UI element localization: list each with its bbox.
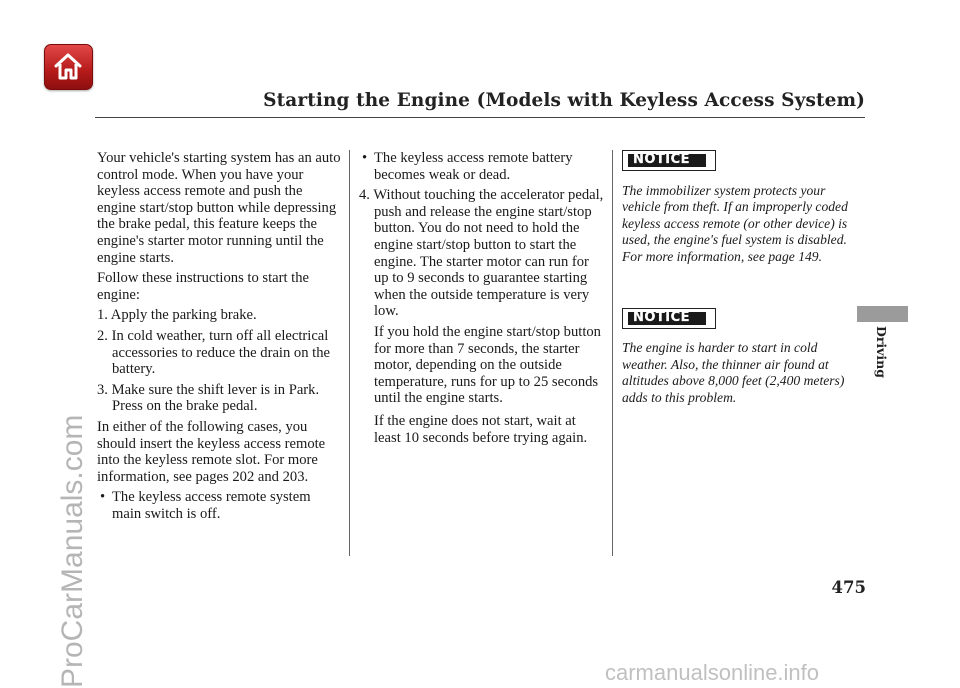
cases-paragraph: In either of the following cases, you should insert the keyless access remote into the keyless remote slot. For more information, see pages 202 and 203. xyxy=(97,418,326,485)
watermark: ProCarManuals.com xyxy=(56,414,89,688)
step-4: 4. Without touching the accelerator pedal, push and release the engine start/stop button. You do not need to hold the engine start/stop button to start the engine. The starter motor can run for up to 9 seconds to guarantee starting when the outside temperature is very low. xyxy=(359,187,604,320)
notice-cold-weather: The engine is harder to start in cold weather. Also, the thinner air found at altitudes above 8,000 feet (2,400 meters) adds to this problem. xyxy=(622,340,845,405)
case-item: • The keyless access remote battery becomes weak or dead. xyxy=(362,150,573,183)
retry-paragraph: If the engine does not start, wait at least 10 seconds before trying again. xyxy=(374,412,588,446)
step-1: 1. Apply the parking brake. xyxy=(97,307,257,324)
page-number: 475 xyxy=(831,578,866,597)
cases-list-continued xyxy=(359,150,604,183)
hold-button-paragraph: If you hold the engine start/stop button for more than 7 seconds, the starter motor, depending on the outside temperature, runs for up to 25 seconds until the engine starts. xyxy=(374,323,601,407)
steps-list-continued xyxy=(359,187,604,320)
instructions-intro: Follow these instructions to start the engine: xyxy=(97,270,309,303)
notice-badge: NOTICE xyxy=(622,150,716,171)
column-2 xyxy=(359,150,604,452)
title-divider xyxy=(95,117,865,118)
notice-immobilizer: The immobilizer system protects your vehicle from theft. If an improperly coded keyless access remote (or other device) is used, the engine's fuel system is disabled. For more information, see page 149. xyxy=(622,182,848,264)
step-3: 3. Make sure the shift lever is in Park. Press on the brake pedal. xyxy=(97,381,320,415)
step-2: 2. In cold weather, turn off all electrical accessories to reduce the drain on the battery. xyxy=(97,327,331,378)
column-divider xyxy=(349,150,350,556)
bullet-icon: • xyxy=(362,150,368,166)
cases-list xyxy=(97,489,343,522)
home-icon xyxy=(52,50,84,82)
watermark: carmanualsonline.info xyxy=(605,660,820,685)
column-1 xyxy=(97,150,343,526)
intro-paragraph: Your vehicle's starting system has an auto control mode. When you have your keyless access remote and push the engine start/stop button while depressing the brake pedal, this feature keeps the engine's starter motor running until the engine starts. xyxy=(97,150,341,266)
column-3 xyxy=(622,150,850,407)
home-button[interactable] xyxy=(44,44,93,90)
section-tab-label: Driving xyxy=(874,326,889,379)
notice-badge: NOTICE xyxy=(622,308,716,329)
bullet-icon: • xyxy=(100,489,106,506)
column-divider xyxy=(612,150,613,556)
section-tab[interactable] xyxy=(857,306,908,322)
section-title: Starting the Engine (Models with Keyless Access System) xyxy=(263,90,865,111)
case-item: • The keyless access remote system main switch is off. xyxy=(100,489,311,522)
steps-list xyxy=(97,307,343,415)
